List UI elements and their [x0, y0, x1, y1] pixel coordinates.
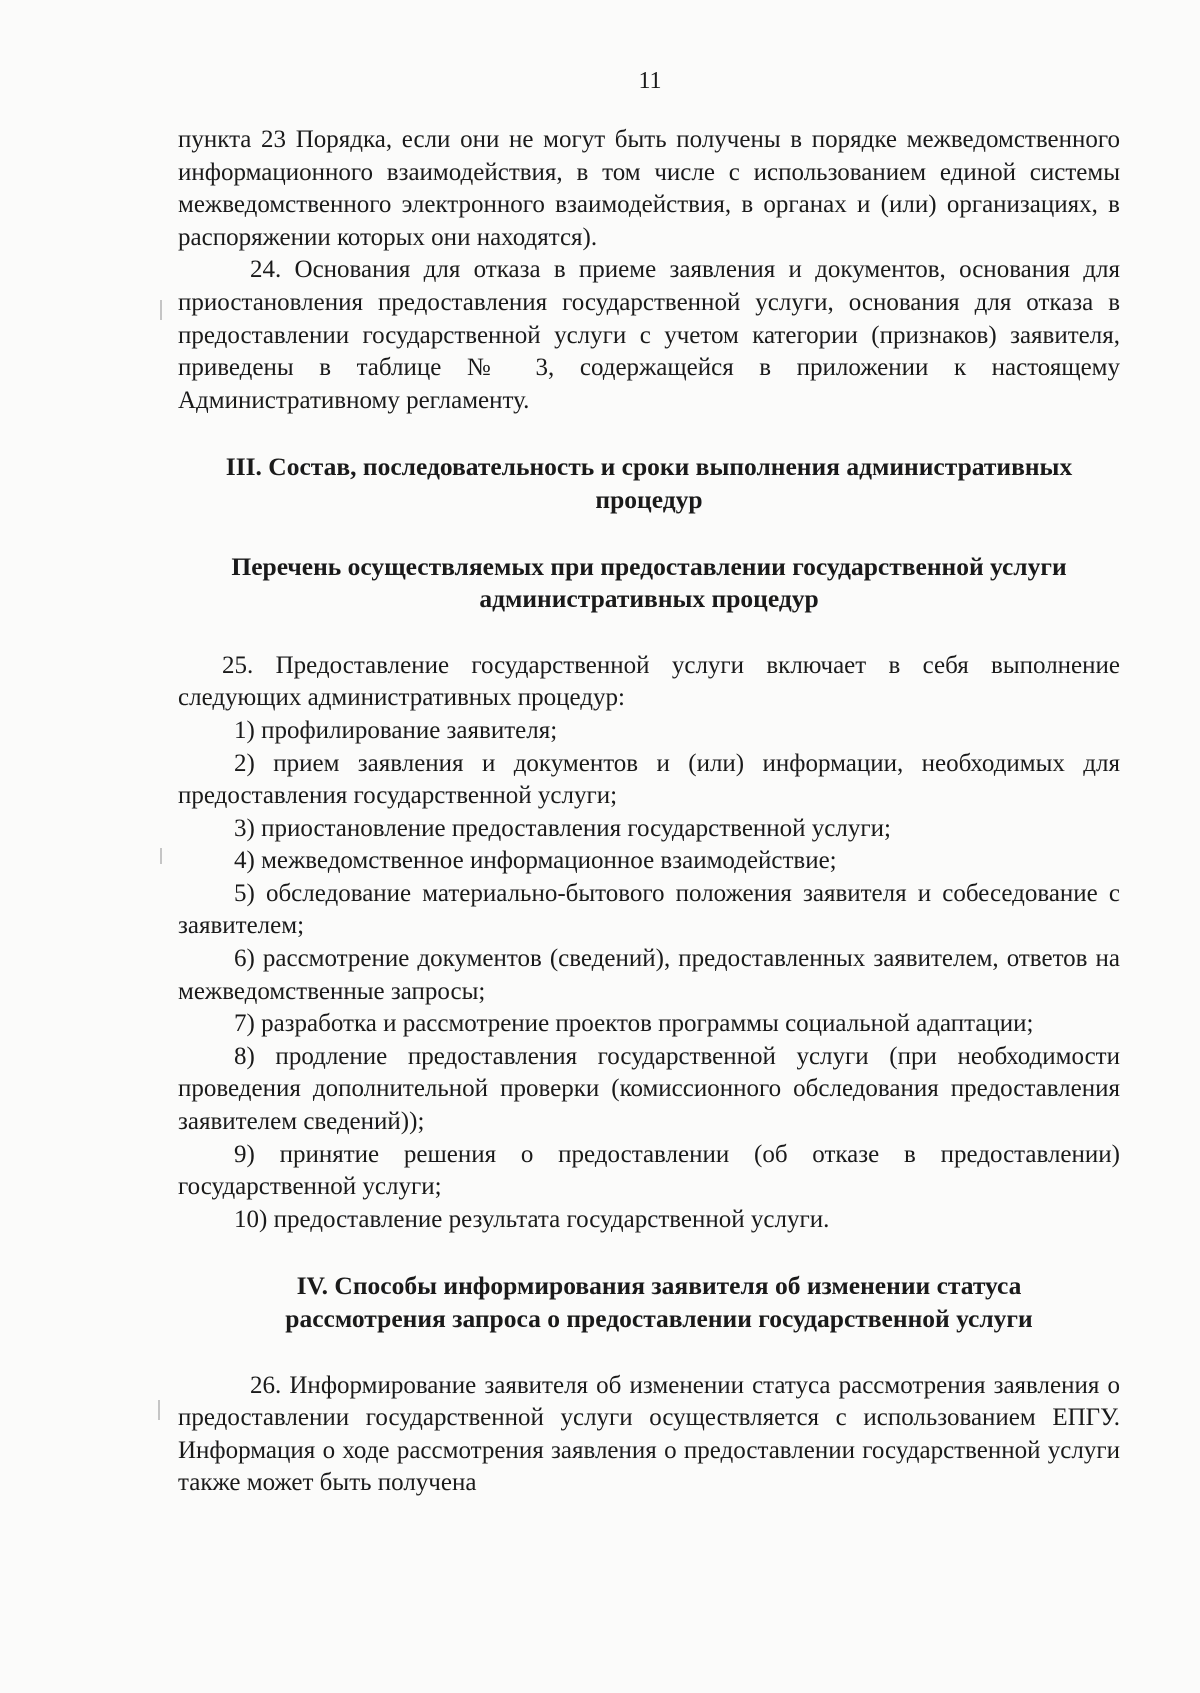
procedure-item: 10) предоставление результата государственной услуги.: [234, 1205, 830, 1233]
subsection-heading: [178, 551, 1120, 616]
procedure-item: 2) прием заявления и документов и (или) информации, необходимых для предоставления государственной услуги;: [178, 749, 1120, 810]
paragraph-continuation: пункта 23 Порядка, если они не могут быть получены в порядке межведомственного информационного взаимодействия, в том числе с использованием единой системы межведомственного электронного взаимодействия, в органах и (или) организациях, в распоряжении которых они находятся).: [178, 126, 1120, 251]
section-3-title-line1: III. Состав, последовательность и сроки выполнения административных: [225, 452, 1073, 482]
paragraph-25-intro: 25. Предоставление государственной услуги включает в себя выполнение следующих административных процедур:: [178, 651, 1120, 712]
procedure-item: 6) рассмотрение документов (сведений), предоставленных заявителем, ответов на межведомственные запросы;: [178, 945, 1120, 1005]
section-4-title-line1: IV. Способы информирования заявителя об изменении статуса: [296, 1271, 1022, 1301]
paragraph-24: 24. Основания для отказа в приеме заявления и документов, основания для приостановления предоставления государственной услуги, основания для отказа в предоставлении государственной услуги с учетом категории (признаков) заявителя, приведены в таблице № 3, содержащейся в приложении к настоящему Административному регламенту.: [178, 256, 1120, 414]
scan-mark: [158, 1400, 160, 1420]
procedure-item: 5) обследование материально-бытового положения заявителя и собеседование с заявителем;: [178, 879, 1120, 940]
paragraph-26: 26. Информирование заявителя об изменении статуса рассмотрения заявления о предоставлении государственной услуги осуществляется с использованием ЕПГУ. Информация о ходе рассмотрения заявления о предоставлении государственной услуги также может быть получена: [178, 1371, 1120, 1497]
page-number: 11: [638, 68, 662, 94]
document-body: [178, 124, 1120, 1500]
section-4-heading: [178, 1270, 1120, 1335]
procedure-item: 4) межведомственное информационное взаимодействие;: [234, 847, 837, 875]
subsection-title-line2: административных процедур: [479, 584, 819, 614]
procedure-item: 7) разработка и рассмотрение проектов программы социальной адаптации;: [234, 1010, 1034, 1038]
scan-mark: [160, 300, 162, 320]
scan-mark: [160, 848, 162, 864]
procedure-item: 8) продление предоставления государственной услуги (при необходимости проведения дополнительной проверки (комиссионного обследования предоставления заявителем сведений));: [178, 1042, 1120, 1136]
procedure-item: 3) приостановление предоставления государственной услуги;: [234, 814, 891, 842]
procedure-item: 9) принятие решения о предоставлении (об отказе в предоставлении) государственной услуги;: [178, 1140, 1120, 1201]
section-3-title-line2: процедур: [595, 484, 703, 514]
procedure-item: 1) профилирование заявителя;: [234, 716, 558, 744]
section-3-heading: [178, 451, 1120, 516]
section-4-title-line2: рассмотрения запроса о предоставлении государственной услуги: [285, 1304, 1033, 1333]
paragraph-25: [178, 650, 1120, 1237]
subsection-title-line1: Перечень осуществляемых при предоставлении государственной услуги: [231, 551, 1067, 581]
